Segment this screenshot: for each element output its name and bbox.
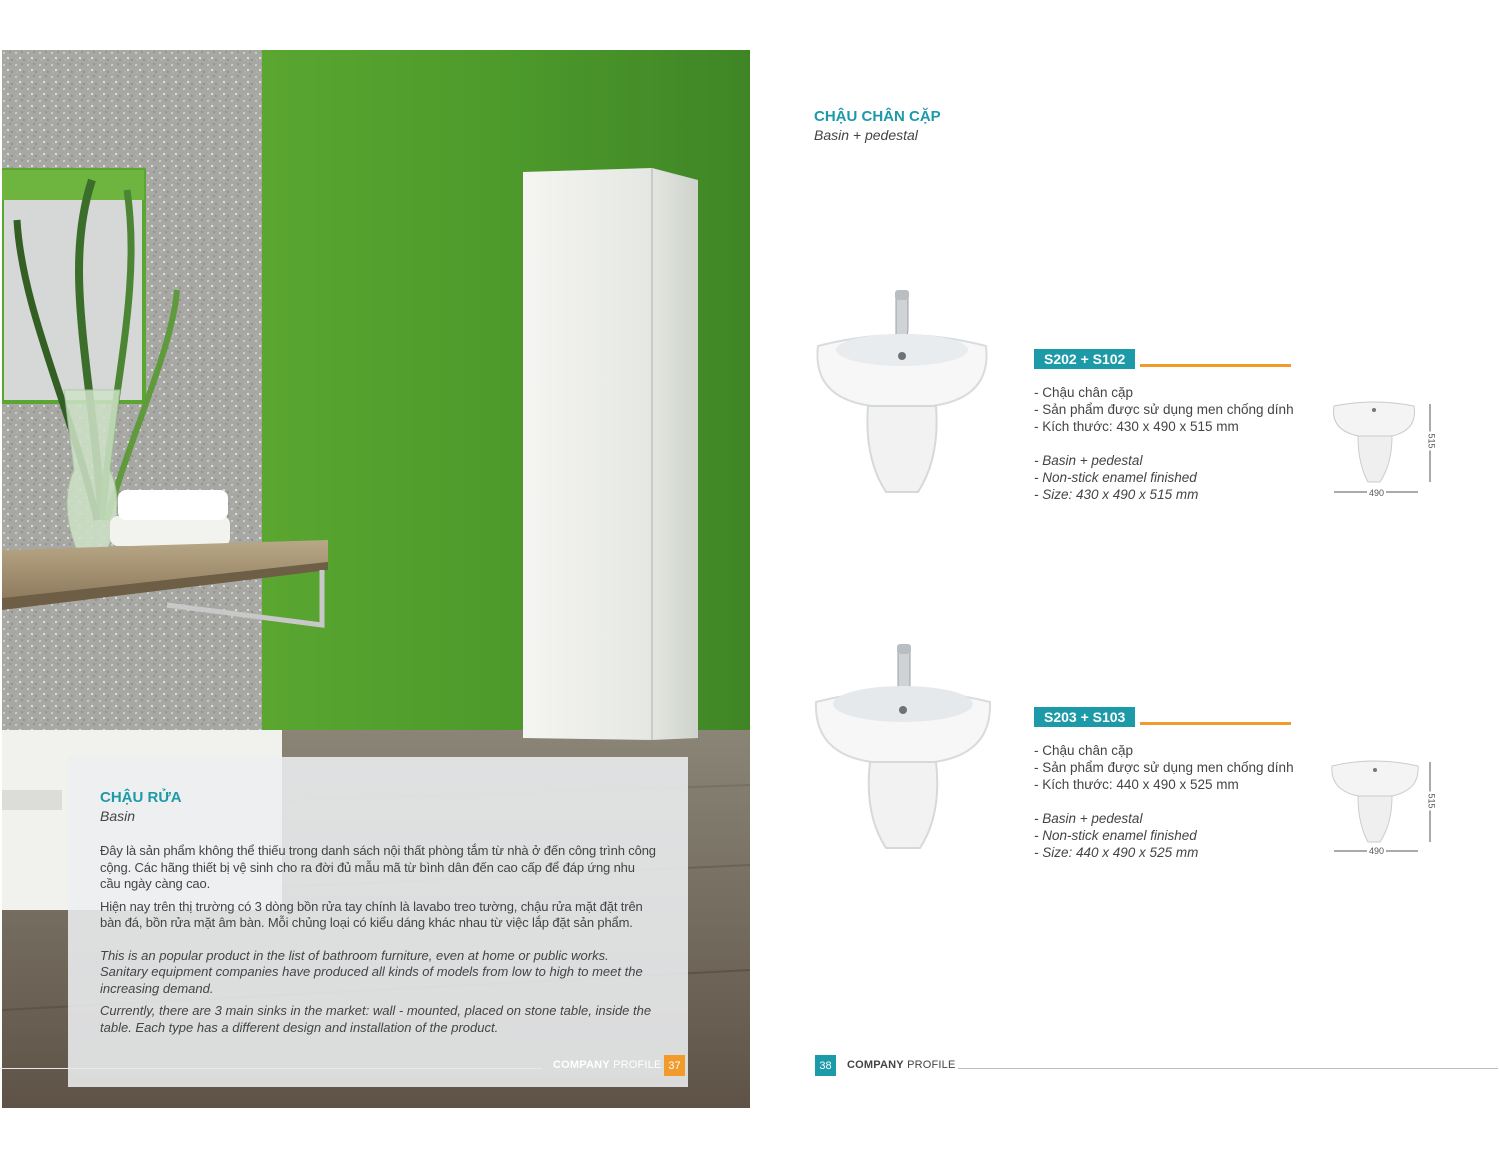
- info-title: CHẬU RỬA: [100, 789, 182, 806]
- en-paragraph-1: This is an popular product in the list of bathroom furniture, even at home or public works. Sanitary equipment companies have produced all kinds of models from low to high to meet the increasing demand.: [100, 947, 643, 996]
- page-number-37: 37: [664, 1055, 685, 1076]
- product-1-dimension-drawing: [1330, 398, 1440, 502]
- product-2-dim-width: 490: [1369, 846, 1385, 856]
- product-2-vi-line-2: - Sản phẩm được sử dụng men chống dính: [1034, 760, 1294, 775]
- product-2-dim-height: 515: [1426, 793, 1437, 809]
- page-number-38: 38: [815, 1055, 836, 1076]
- product-2-code-underline: [1140, 722, 1291, 725]
- product-1-code: S202 + S102: [1034, 349, 1135, 369]
- product-2-en-line-1: - Basin + pedestal: [1034, 811, 1143, 826]
- vi-paragraph-2: Hiện nay trên thị trường có 3 dòng bồn rửa tay chính là lavabo treo tường, chậu rửa mặt đặt trên bàn đá, bồn rửa mặt âm bàn. Mỗi chủng loại có kiểu dáng khác nhau từ việc lắp đặt sản phẩm.: [100, 898, 643, 930]
- product-1-dim-width: 490: [1369, 488, 1385, 498]
- product-2-dimension-drawing: [1330, 756, 1440, 860]
- basin-info-box: [68, 757, 688, 1087]
- info-subtitle: Basin: [100, 808, 136, 824]
- product-2-vi-line-1: - Chậu chân cặp: [1034, 743, 1134, 758]
- product-1-en-line-1: - Basin + pedestal: [1034, 453, 1143, 468]
- product-1-specs: [1034, 384, 1294, 503]
- product-2-specs: [1034, 742, 1294, 861]
- footer-right-rule: [958, 1068, 1498, 1069]
- vi-paragraph-1: Đây là sản phẩm không thể thiếu trong danh sách nội thất phòng tắm từ nhà ở đến công trình công cộng. Các hãng thiết bị vệ sinh cho ra đời đủ mẫu mã từ bình dân đến cao cấp để đáp ứng nhu cầu ngày càng cao.: [100, 843, 656, 891]
- product-2-en-line-3: - Size: 440 x 490 x 525 mm: [1034, 845, 1199, 860]
- product-1-vi-line-1: - Chậu chân cặp: [1034, 385, 1134, 400]
- product-2-code: S203 + S103: [1034, 707, 1135, 727]
- footer-left-label: COMPANY PROFILE: [553, 1059, 662, 1071]
- en-paragraph-2: Currently, there are 3 main sinks in the market: wall - mounted, placed on stone table, inside the table. Each type has a different design and installation of the product.: [100, 1003, 652, 1035]
- product-1-en-line-2: - Non-stick enamel finished: [1034, 470, 1197, 485]
- footer-right-label: COMPANY PROFILE: [847, 1059, 956, 1071]
- section-title: CHẬU CHÂN CẶP: [814, 108, 941, 125]
- product-2-image: [812, 642, 994, 854]
- product-1-vi-line-2: - Sản phẩm được sử dụng men chống dính: [1034, 402, 1294, 417]
- product-2-vi-line-3: - Kích thước: 440 x 490 x 525 mm: [1034, 777, 1239, 792]
- bathroom-photo: [2, 50, 750, 1108]
- section-subtitle: Basin + pedestal: [814, 127, 918, 143]
- product-1-code-underline: [1140, 364, 1291, 367]
- product-1-en-line-3: - Size: 430 x 490 x 515 mm: [1034, 487, 1199, 502]
- footer-left-rule: [0, 1068, 542, 1069]
- product-2-en-line-2: - Non-stick enamel finished: [1034, 828, 1197, 843]
- product-1-vi-line-3: - Kích thước: 430 x 490 x 515 mm: [1034, 419, 1239, 434]
- product-1-image: [812, 288, 992, 500]
- product-1-dim-height: 515: [1426, 433, 1437, 449]
